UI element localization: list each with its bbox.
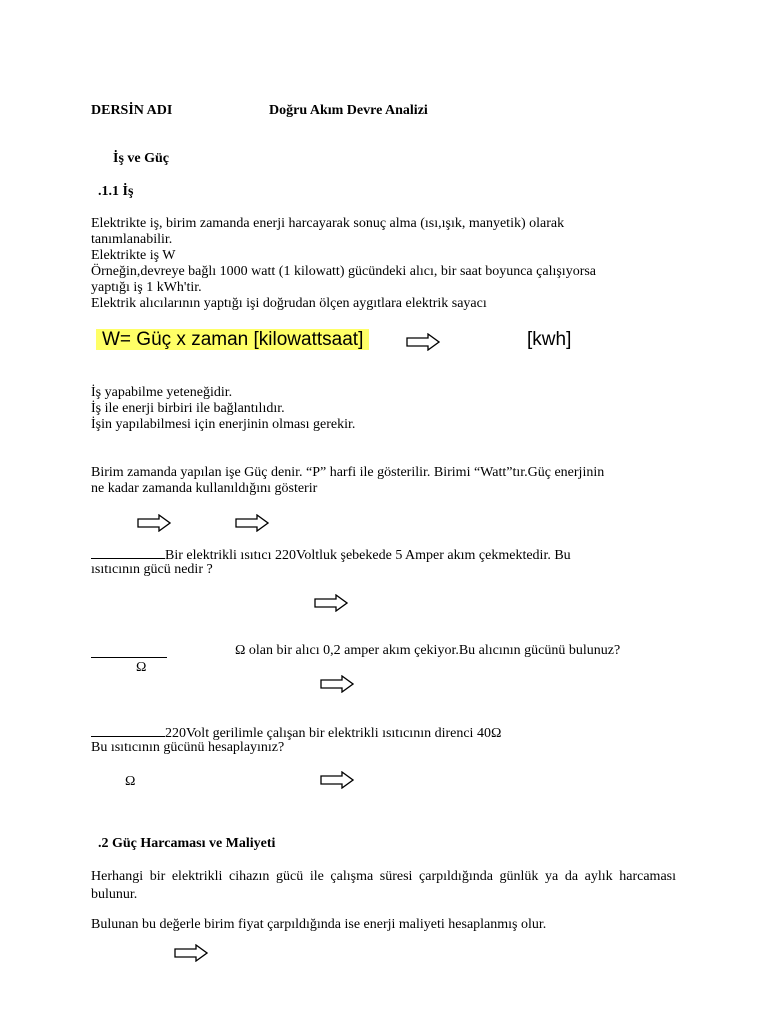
paragraph-line: İş yapabilme yeteneğidir.	[91, 385, 233, 400]
right-arrow-icon	[174, 944, 208, 962]
paragraph-line: Birim zamanda yapılan işe Güç denir. “P” harfi ile gösterilir. Birimi “Watt”tır.Güç enerjinin	[91, 465, 605, 480]
omega-symbol: Ω	[136, 660, 147, 675]
paragraph: Herhangi bir elektrikli cihazın gücü ile çalışma süresi çarpıldığında günlük ya da aylık harcaması bulunur.	[91, 869, 676, 902]
paragraph-line: yaptığı iş 1 kWh'tir.	[91, 280, 202, 295]
right-arrow-icon	[320, 675, 354, 693]
right-arrow-icon	[235, 514, 269, 532]
example-3-text: 220Volt gerilimle çalışan bir elektrikli ısıtıcının direnci 40Ω	[165, 726, 502, 741]
paragraph-line: ne kadar zamanda kullanıldığını gösterir	[91, 481, 318, 496]
paragraph-line: ısıtıcının gücü nedir ?	[91, 562, 213, 577]
example-2-text: Ω olan bir alıcı 0,2 amper akım çekiyor.Bu alıcının gücünü bulunuz?	[235, 643, 621, 658]
paragraph-line: tanımlanabilir.	[91, 232, 173, 247]
formula	[96, 329, 369, 351]
right-arrow-icon	[320, 771, 354, 789]
right-arrow-icon	[406, 333, 440, 351]
right-arrow-icon	[137, 514, 171, 532]
paragraph-line: Elektrikte iş, birim zamanda enerji harcayarak sonuç alma (ısı,ışık, manyetik) olarak	[91, 216, 565, 231]
formula-unit: [kwh]	[527, 329, 572, 350]
answer-blank	[91, 546, 165, 559]
subsection-title-1: .1.1 İş	[98, 184, 134, 199]
paragraph-line: Bulunan bu değerle birim fiyat çarpıldığında ise enerji maliyeti hesaplanmış olur.	[91, 917, 547, 932]
subsection-title-2: .2 Güç Harcaması ve Maliyeti	[98, 836, 276, 851]
paragraph-line: Bu ısıtıcının gücünü hesaplayınız?	[91, 740, 285, 755]
omega-symbol: Ω	[125, 774, 136, 789]
answer-blank	[91, 645, 167, 658]
formula-text: W= Güç x zaman [kilowattsaat]	[96, 329, 369, 350]
paragraph-line: Elektrik alıcılarının yaptığı işi doğrudan ölçen aygıtlara elektrik sayacı	[91, 296, 487, 311]
right-arrow-icon	[314, 594, 348, 612]
course-name: Doğru Akım Devre Analizi	[269, 103, 428, 118]
paragraph-line: Örneğin,devreye bağlı 1000 watt (1 kilowatt) gücündeki alıcı, bir saat boyunca çalışıyorsa	[91, 264, 597, 279]
paragraph-line: İş ile enerji birbiri ile bağlantılıdır.	[91, 401, 285, 416]
section-title: İş ve Güç	[113, 151, 169, 166]
paragraph-line: İşin yapılabilmesi için enerjinin olması gerekir.	[91, 417, 356, 432]
paragraph-line: Elektrikte iş W	[91, 248, 176, 263]
example-1-text: Bir elektrikli ısıtıcı 220Voltluk şebekede 5 Amper akım çekmektedir. Bu	[165, 548, 571, 563]
course-label: DERSİN ADI	[91, 103, 173, 118]
answer-blank	[91, 724, 165, 737]
